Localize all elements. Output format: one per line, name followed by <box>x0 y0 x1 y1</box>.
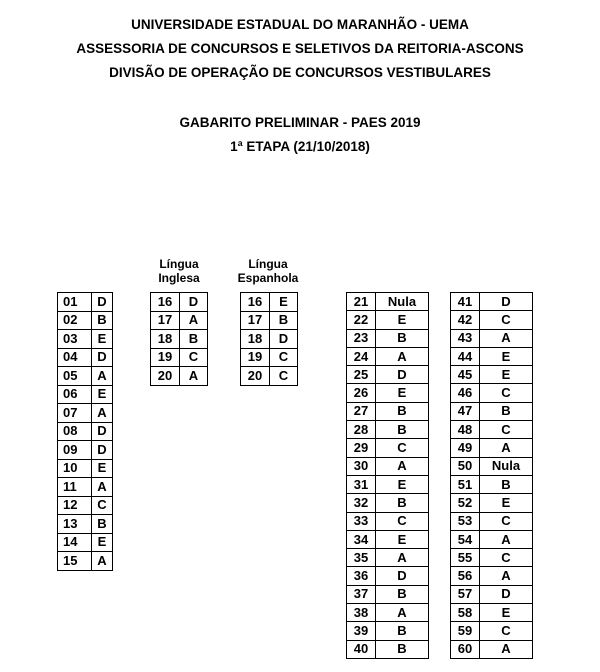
answer-letter: E <box>480 347 533 365</box>
answer-row <box>58 367 113 386</box>
answer-row <box>451 311 533 329</box>
question-number: 48 <box>451 421 480 439</box>
question-number: 05 <box>58 367 92 386</box>
answer-letter: E <box>480 604 533 622</box>
lingua-espanhola-label: Língua Espanhola <box>237 257 299 285</box>
answer-row <box>58 330 113 349</box>
answer-letter: A <box>92 552 113 571</box>
answer-row <box>58 478 113 497</box>
question-number: 54 <box>451 530 480 548</box>
question-number: 22 <box>347 311 376 329</box>
answer-letter: B <box>92 515 113 534</box>
question-number: 28 <box>347 421 376 439</box>
answer-letter: A <box>92 367 113 386</box>
answer-row <box>58 422 113 441</box>
answer-row <box>58 385 113 404</box>
answer-row <box>347 366 429 384</box>
answer-row <box>347 530 429 548</box>
answer-row <box>151 330 208 349</box>
answer-row <box>151 293 208 312</box>
answer-letter: A <box>92 404 113 423</box>
answer-letter: E <box>376 530 429 548</box>
answer-letter: B <box>376 402 429 420</box>
question-number: 59 <box>451 622 480 640</box>
question-number: 32 <box>347 494 376 512</box>
answer-letter: A <box>480 640 533 658</box>
answer-letter: E <box>376 384 429 402</box>
answer-letter: C <box>92 496 113 515</box>
question-number: 43 <box>451 329 480 347</box>
question-number: 16 <box>241 293 270 312</box>
answer-row <box>451 640 533 658</box>
answer-letter: A <box>480 567 533 585</box>
answer-row <box>347 475 429 493</box>
answer-row <box>451 567 533 585</box>
answer-row <box>241 293 298 312</box>
answer-row <box>451 329 533 347</box>
question-number: 13 <box>58 515 92 534</box>
answer-row <box>347 311 429 329</box>
answer-letter: A <box>180 367 208 386</box>
answer-letter: B <box>180 330 208 349</box>
answer-letter: A <box>92 478 113 497</box>
answer-row <box>451 622 533 640</box>
answer-letter: B <box>376 494 429 512</box>
answer-letter: E <box>92 385 113 404</box>
answer-table-41-60 <box>450 292 533 659</box>
question-number: 19 <box>241 348 270 367</box>
answer-letter: D <box>480 585 533 603</box>
question-number: 15 <box>58 552 92 571</box>
question-number: 30 <box>347 457 376 475</box>
answer-row <box>451 402 533 420</box>
answer-row <box>241 330 298 349</box>
question-number: 10 <box>58 459 92 478</box>
answer-letter: A <box>376 549 429 567</box>
answer-row <box>347 494 429 512</box>
answer-row <box>58 293 113 312</box>
answer-row <box>347 421 429 439</box>
answer-letter: D <box>376 366 429 384</box>
answer-row <box>451 347 533 365</box>
question-number: 17 <box>151 311 180 330</box>
question-number: 20 <box>241 367 270 386</box>
question-number: 39 <box>347 622 376 640</box>
answer-letter: A <box>480 329 533 347</box>
answer-row <box>241 311 298 330</box>
answer-row <box>451 475 533 493</box>
answer-letter: D <box>376 567 429 585</box>
question-number: 50 <box>451 457 480 475</box>
answer-row <box>347 567 429 585</box>
answer-letter: E <box>92 330 113 349</box>
question-number: 34 <box>347 530 376 548</box>
answer-letter: D <box>180 293 208 312</box>
question-number: 24 <box>347 347 376 365</box>
answer-letter: A <box>180 311 208 330</box>
answer-row <box>451 604 533 622</box>
answer-letter: E <box>480 494 533 512</box>
question-number: 60 <box>451 640 480 658</box>
answer-letter: D <box>92 422 113 441</box>
answer-letter: B <box>480 475 533 493</box>
answer-table-ingles <box>150 292 208 386</box>
answer-letter: E <box>92 459 113 478</box>
question-number: 06 <box>58 385 92 404</box>
question-number: 26 <box>347 384 376 402</box>
answer-letter: B <box>376 329 429 347</box>
question-number: 04 <box>58 348 92 367</box>
question-number: 09 <box>58 441 92 460</box>
answer-table-01-15 <box>57 292 113 571</box>
answer-letter: C <box>480 622 533 640</box>
answer-letter: B <box>376 585 429 603</box>
answer-row <box>151 311 208 330</box>
answer-table-21-40 <box>346 292 429 659</box>
question-number: 45 <box>451 366 480 384</box>
question-number: 18 <box>151 330 180 349</box>
answer-letter: A <box>376 457 429 475</box>
answer-row <box>347 457 429 475</box>
question-number: 31 <box>347 475 376 493</box>
answer-letter: E <box>480 366 533 384</box>
answer-letter: D <box>92 293 113 312</box>
answer-row <box>58 311 113 330</box>
answer-row <box>451 366 533 384</box>
answer-letter: D <box>270 330 298 349</box>
answer-row <box>58 515 113 534</box>
answer-row <box>58 496 113 515</box>
institution-name: UNIVERSIDADE ESTADUAL DO MARANHÃO - UEMA <box>131 17 469 32</box>
answer-letter: C <box>376 512 429 530</box>
question-number: 56 <box>451 567 480 585</box>
question-number: 20 <box>151 367 180 386</box>
answer-letter: C <box>376 439 429 457</box>
answer-letter: Nula <box>480 457 533 475</box>
answer-row <box>58 459 113 478</box>
answer-letter: A <box>376 347 429 365</box>
question-number: 33 <box>347 512 376 530</box>
question-number: 19 <box>151 348 180 367</box>
question-number: 18 <box>241 330 270 349</box>
question-number: 55 <box>451 549 480 567</box>
answer-letter: D <box>480 293 533 311</box>
answer-letter: C <box>480 421 533 439</box>
question-number: 37 <box>347 585 376 603</box>
answer-letter: A <box>480 530 533 548</box>
answer-table-espanhol <box>240 292 298 386</box>
answer-row <box>347 384 429 402</box>
answer-row <box>347 622 429 640</box>
question-number: 51 <box>451 475 480 493</box>
answer-letter: B <box>376 622 429 640</box>
answer-row <box>241 367 298 386</box>
answer-row <box>451 384 533 402</box>
answer-row <box>347 585 429 603</box>
answer-row <box>151 348 208 367</box>
answer-row <box>151 367 208 386</box>
question-number: 35 <box>347 549 376 567</box>
question-number: 01 <box>58 293 92 312</box>
question-number: 38 <box>347 604 376 622</box>
answer-row <box>58 441 113 460</box>
question-number: 14 <box>58 533 92 552</box>
question-number: 52 <box>451 494 480 512</box>
answer-row <box>58 552 113 571</box>
answer-row <box>451 293 533 311</box>
answer-row <box>58 348 113 367</box>
question-number: 03 <box>58 330 92 349</box>
answer-row <box>347 329 429 347</box>
answer-letter: E <box>270 293 298 312</box>
question-number: 40 <box>347 640 376 658</box>
question-number: 53 <box>451 512 480 530</box>
answer-row <box>347 549 429 567</box>
answer-letter: B <box>480 402 533 420</box>
answer-letter: D <box>92 348 113 367</box>
answer-letter: A <box>376 604 429 622</box>
answer-row <box>347 347 429 365</box>
answer-row <box>347 640 429 658</box>
division-name: DIVISÃO DE OPERAÇÃO DE CONCURSOS VESTIBULARES <box>109 65 491 80</box>
answer-letter: E <box>92 533 113 552</box>
answer-row <box>347 402 429 420</box>
answer-row <box>451 585 533 603</box>
answer-letter: Nula <box>376 293 429 311</box>
question-number: 17 <box>241 311 270 330</box>
question-number: 41 <box>451 293 480 311</box>
answer-letter: A <box>480 439 533 457</box>
answer-row <box>241 348 298 367</box>
answer-letter: B <box>270 311 298 330</box>
question-number: 23 <box>347 329 376 347</box>
answer-row <box>451 457 533 475</box>
answer-row <box>347 293 429 311</box>
question-number: 07 <box>58 404 92 423</box>
question-number: 46 <box>451 384 480 402</box>
answer-letter: D <box>92 441 113 460</box>
document-title: GABARITO PRELIMINAR - PAES 2019 <box>179 115 421 130</box>
answer-row <box>451 494 533 512</box>
answer-letter: B <box>92 311 113 330</box>
answer-letter: C <box>180 348 208 367</box>
question-number: 47 <box>451 402 480 420</box>
question-number: 12 <box>58 496 92 515</box>
document-subtitle: 1ª ETAPA (21/10/2018) <box>230 139 370 154</box>
answer-row <box>58 533 113 552</box>
question-number: 29 <box>347 439 376 457</box>
question-number: 44 <box>451 347 480 365</box>
answer-letter: B <box>376 640 429 658</box>
question-number: 27 <box>347 402 376 420</box>
answer-letter: C <box>270 367 298 386</box>
answer-row <box>451 530 533 548</box>
answer-row <box>58 404 113 423</box>
question-number: 49 <box>451 439 480 457</box>
question-number: 16 <box>151 293 180 312</box>
answer-row <box>451 439 533 457</box>
answer-letter: C <box>480 549 533 567</box>
question-number: 21 <box>347 293 376 311</box>
question-number: 36 <box>347 567 376 585</box>
answer-letter: B <box>376 421 429 439</box>
answer-row <box>347 604 429 622</box>
question-number: 02 <box>58 311 92 330</box>
answer-row <box>347 512 429 530</box>
question-number: 58 <box>451 604 480 622</box>
answer-row <box>451 512 533 530</box>
answer-letter: C <box>270 348 298 367</box>
question-number: 11 <box>58 478 92 497</box>
answer-row <box>347 439 429 457</box>
answer-letter: C <box>480 512 533 530</box>
answer-letter: E <box>376 311 429 329</box>
question-number: 57 <box>451 585 480 603</box>
answer-row <box>451 421 533 439</box>
question-number: 08 <box>58 422 92 441</box>
lingua-inglesa-label: Língua Inglesa <box>158 257 200 285</box>
department-name: ASSESSORIA DE CONCURSOS E SELETIVOS DA REITORIA-ASCONS <box>76 41 524 56</box>
answer-row <box>451 549 533 567</box>
answer-letter: C <box>480 384 533 402</box>
question-number: 42 <box>451 311 480 329</box>
answer-letter: E <box>376 475 429 493</box>
answer-letter: C <box>480 311 533 329</box>
question-number: 25 <box>347 366 376 384</box>
